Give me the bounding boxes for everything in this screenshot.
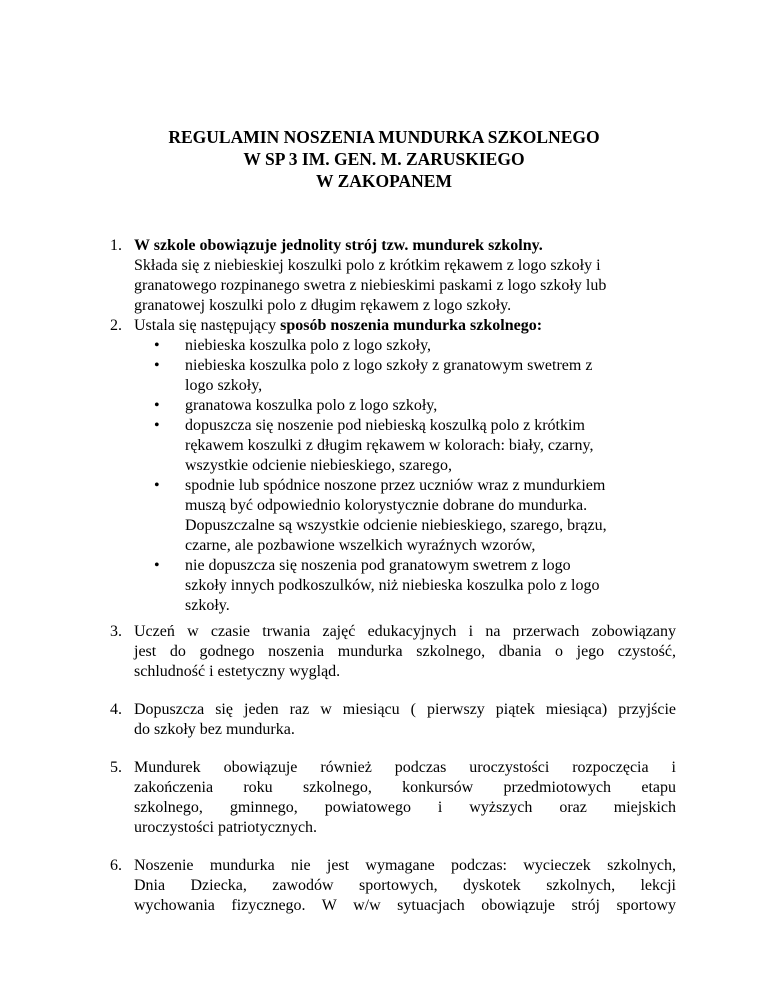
bullet-icon: •	[154, 337, 160, 354]
item-number: 1.	[110, 237, 122, 254]
item-number: 4.	[110, 701, 122, 718]
item-line: granatowego rozpinanego swetra z niebieskimi paskami z logo szkoły lub	[134, 277, 607, 294]
item-line: Składa się z niebieskiej koszulki polo z krótkim rękawem z logo szkoły i	[134, 257, 601, 274]
list-item	[134, 416, 674, 476]
bullet-line: dopuszcza się noszenie pod niebieską koszulką polo z krótkim	[185, 417, 585, 434]
item-line: Dopuszcza się jeden raz w miesiącu ( pierwszy piątek miesiąca) przyjście	[134, 701, 676, 718]
list-item	[134, 356, 674, 396]
list-item	[134, 396, 674, 416]
item-body	[134, 622, 676, 682]
item-bold-text: sposób noszenia mundurka szkolnego:	[280, 317, 543, 334]
title-line-1: REGULAMIN NOSZENIA MUNDURKA SZKOLNEGO	[168, 127, 600, 147]
item-line: Mundurek obowiązuje również podczas uroczystości rozpoczęcia i	[134, 759, 676, 776]
bullet-line: szkoły innych podkoszulków, niż niebieska koszulka polo z logo	[185, 577, 600, 594]
item-body	[134, 758, 676, 838]
item-line: szkolnego, gminnego, powiatowego i wyższych oraz miejskich	[134, 799, 676, 816]
item-line: Uczeń w czasie trwania zajęć edukacyjnych i na przerwach zobowiązany	[134, 623, 676, 640]
bullet-line: granatowa koszulka polo z logo szkoły,	[185, 397, 438, 414]
item-line: granatowej koszulki polo z długim rękawem z logo szkoły.	[134, 297, 512, 314]
bullet-line: wszystkie odcienie niebieskiego, szarego,	[185, 457, 453, 474]
item-number: 3.	[110, 623, 122, 640]
item-line: Noszenie mundurka nie jest wymagane podczas: wycieczek szkolnych,	[134, 857, 676, 874]
item-line: Dnia Dziecka, zawodów sportowych, dyskotek szkolnych, lekcji	[134, 877, 676, 894]
rule-item-5	[110, 758, 676, 838]
bullet-icon: •	[154, 557, 160, 574]
bullet-line: nie dopuszcza się noszenia pod granatowym swetrem z logo	[185, 557, 571, 574]
list-item	[134, 476, 674, 556]
rule-item-1	[110, 236, 676, 316]
document-title	[0, 126, 768, 192]
bullet-line: spodnie lub spódnice noszone przez uczniów wraz z mundurkiem	[185, 477, 606, 494]
bullet-line: logo szkoły,	[185, 377, 263, 394]
bullet-line: muszą być odpowiednio kolorystycznie dobrane do mundurka.	[185, 497, 588, 514]
rule-item-3	[110, 622, 676, 682]
bullet-line: Dopuszczalne są wszystkie odcienie niebieskiego, szarego, brązu,	[185, 517, 607, 534]
item-body	[134, 856, 676, 916]
title-line-2: W SP 3 IM. GEN. M. ZARUSKIEGO	[243, 149, 525, 169]
bullet-line: czarne, ale pozbawione wszelkich wyraźnych wzorów,	[185, 537, 536, 554]
item-number: 5.	[110, 759, 122, 776]
bullet-line: niebieska koszulka polo z logo szkoły z granatowym swetrem z	[185, 357, 593, 374]
rule-item-2	[110, 316, 676, 336]
bullet-icon: •	[154, 477, 160, 494]
item-lead: W szkole obowiązuje jednolity strój tzw. mundurek szkolny.	[134, 237, 543, 254]
item-line: zakończenia roku szkolnego, konkursów przedmiotowych etapu	[134, 779, 676, 796]
title-line-3: W ZAKOPANEM	[316, 171, 452, 191]
item-line: schludność i estetyczny wygląd.	[134, 663, 341, 680]
item-body	[134, 236, 676, 316]
item-line: do szkoły bez mundurka.	[134, 721, 295, 738]
item-line: wychowania fizycznego. W w/w sytuacjach obowiązuje strój sportowy	[134, 897, 676, 914]
bullet-line: szkoły.	[185, 597, 230, 614]
item-body	[134, 700, 676, 740]
bullet-line: rękawem koszulki z długim rękawem w kolorach: biały, czarny,	[185, 437, 594, 454]
item-number: 6.	[110, 857, 122, 874]
item-number: 2.	[110, 317, 122, 334]
list-item	[134, 556, 674, 616]
bullet-icon: •	[154, 397, 160, 414]
bullet-icon: •	[154, 357, 160, 374]
item-line: jest do godnego noszenia mundurka szkolnego, dbania o jego czystość,	[134, 643, 676, 660]
item-line: uroczystości patriotycznych.	[134, 819, 318, 836]
item-text: Ustala się następujący	[134, 317, 281, 334]
uniform-rules-list	[134, 336, 674, 616]
bullet-line: niebieska koszulka polo z logo szkoły,	[185, 337, 432, 354]
item-body	[134, 316, 676, 336]
rule-item-4	[110, 700, 676, 740]
list-item	[134, 336, 674, 356]
bullet-icon: •	[154, 417, 160, 434]
rule-item-6	[110, 856, 676, 916]
